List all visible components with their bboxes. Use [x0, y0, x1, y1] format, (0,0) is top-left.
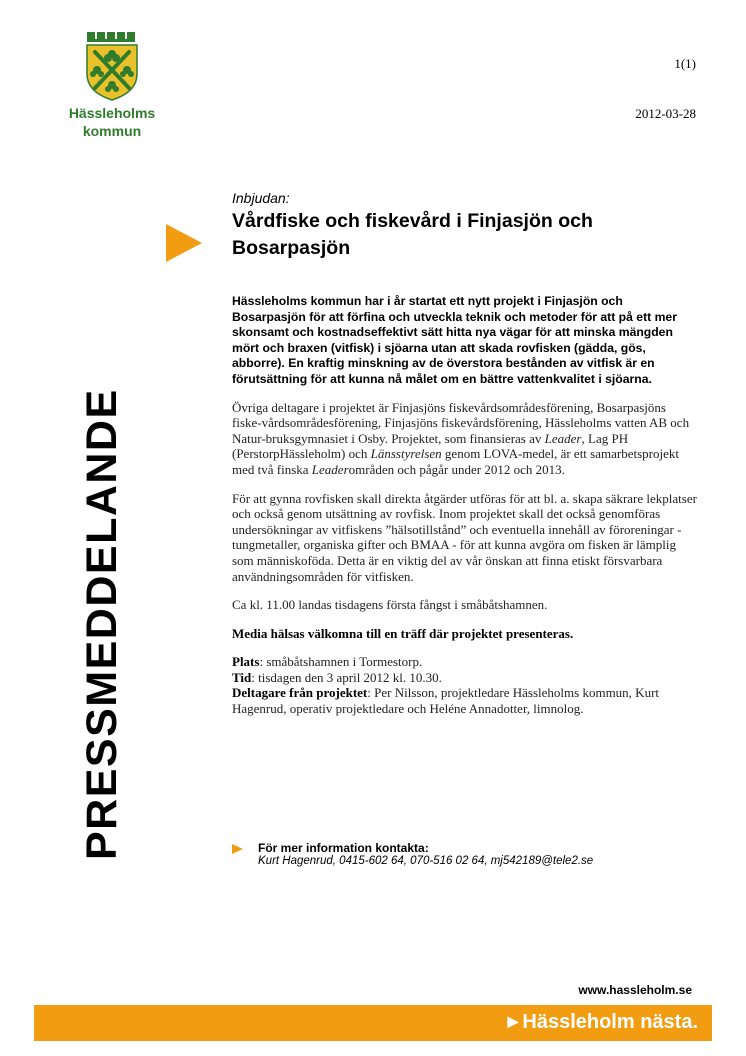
headline: Vårdfiske och fiskevård i Finjasjön och Bosarpasjön — [232, 210, 593, 259]
paragraph-1-part-3: genom LOVA-medel, är ett samarbetsprojekt med två finska — [232, 446, 679, 477]
place-value: : småbåtshamnen i Tormestorp. — [259, 654, 423, 670]
kicker: Inbjudan: — [232, 190, 290, 206]
place-label: Plats — [232, 654, 260, 670]
vertical-title: PRESSMEDDELANDE — [78, 388, 126, 860]
coat-of-arms-icon — [83, 30, 141, 102]
page-number: 1(1) — [674, 56, 696, 71]
slogan-arrow-icon: ▶ — [507, 1013, 519, 1029]
media-invitation: Media hälsas välkomna till en träff där projektet presenteras. — [232, 625, 574, 641]
leader-term-2: Leader — [311, 461, 349, 477]
body-paragraph-2: För att gynna rovfisken skall direkta åtgärder utföras för att bl. a. skapa säkrare lekplatser och också genom utsättning av rovfisk. Inom projektet skall det också genomföras undersökningar av vitfiskens ”hälsotillstånd” och eventuella innehåll av föroreningar - tungmetaller, organiska gifter och BMAA - för att kunna avgöra om fisken är lämplig som människoföda. Detta är en viktig del av vår önskan att finna etiskt försvarbara användningsområden för vitfisken. — [232, 490, 697, 584]
slogan — [508, 1011, 698, 1034]
contact-heading: För mer information kontakta: — [258, 841, 429, 855]
logo-name-line1: Hässleholms — [68, 105, 156, 121]
participants-label: Deltagare från projektet — [232, 685, 368, 701]
paragraph-1-part-1: Övriga deltagare i projektet är Finjasjöns fiskevårdsområdesförening, Bosarpasjöns fiske-vårdsområdesförening, Finjasjöns fiskevårdsförening, Hässleholms vatten AB och Natur-bruksgymnasiet i Osby. Projektet, som finansieras av — [232, 399, 690, 446]
footer-bar — [34, 1005, 712, 1041]
title-arrow-icon — [166, 224, 202, 262]
slogan-text: Hässleholm nästa. — [522, 1011, 698, 1033]
time-value: : tisdagen den 3 april 2012 kl. 10.30. — [251, 669, 442, 685]
paragraph-1-part-2: , Lag PH (PerstorpHässleholm) och — [232, 430, 629, 462]
press-release-content — [232, 190, 698, 717]
website-link[interactable]: www.hassleholm.se — [578, 983, 692, 997]
body-paragraph-3: Ca kl. 11.00 landas tisdagens första fångst i småbåtshamnen. — [232, 597, 548, 613]
body-paragraph-1 — [232, 400, 698, 478]
lansstyrelsen-term: Länsstyrelsen — [370, 446, 442, 462]
event-details — [232, 654, 698, 716]
contact-info: Kurt Hagenrud, 0415-602 64, 070-516 02 64, mj542189@tele2.se — [258, 855, 594, 867]
paragraph-1-part-4: områden och pågår under 2012 och 2013. — [348, 461, 565, 477]
lead-paragraph: Hässleholms kommun har i år startat ett nytt projekt i Finjasjön och Bosarpasjön för att förfina och utveckla teknik och metoder för att på ett mer skonsamt och kostnadseffektivt sätt hitta nya vägar för att minska mängden mört och braxen (vitfisk) i sjöarna utan att skada rovfisken (gädda, gös, abborre). En kraftig minskning av de överstora bestånden av vitfisk är en förutsättning för att kunna nå målet om en bättre vattenkvalitet i sjöarna. — [232, 294, 677, 386]
participants-value: : Per Nilsson, projektledare Hässleholms kommun, Kurt Hagenrud, operativ projektledare och Heléne Annadotter, limnolog. — [232, 685, 660, 717]
contact-arrow-icon — [232, 844, 243, 854]
time-label: Tid — [232, 669, 252, 685]
logo-name-line2: kommun — [82, 123, 142, 139]
leader-term: Leader — [544, 430, 582, 446]
municipality-logo — [52, 30, 172, 138]
document-date: 2012-03-28 — [635, 106, 696, 121]
